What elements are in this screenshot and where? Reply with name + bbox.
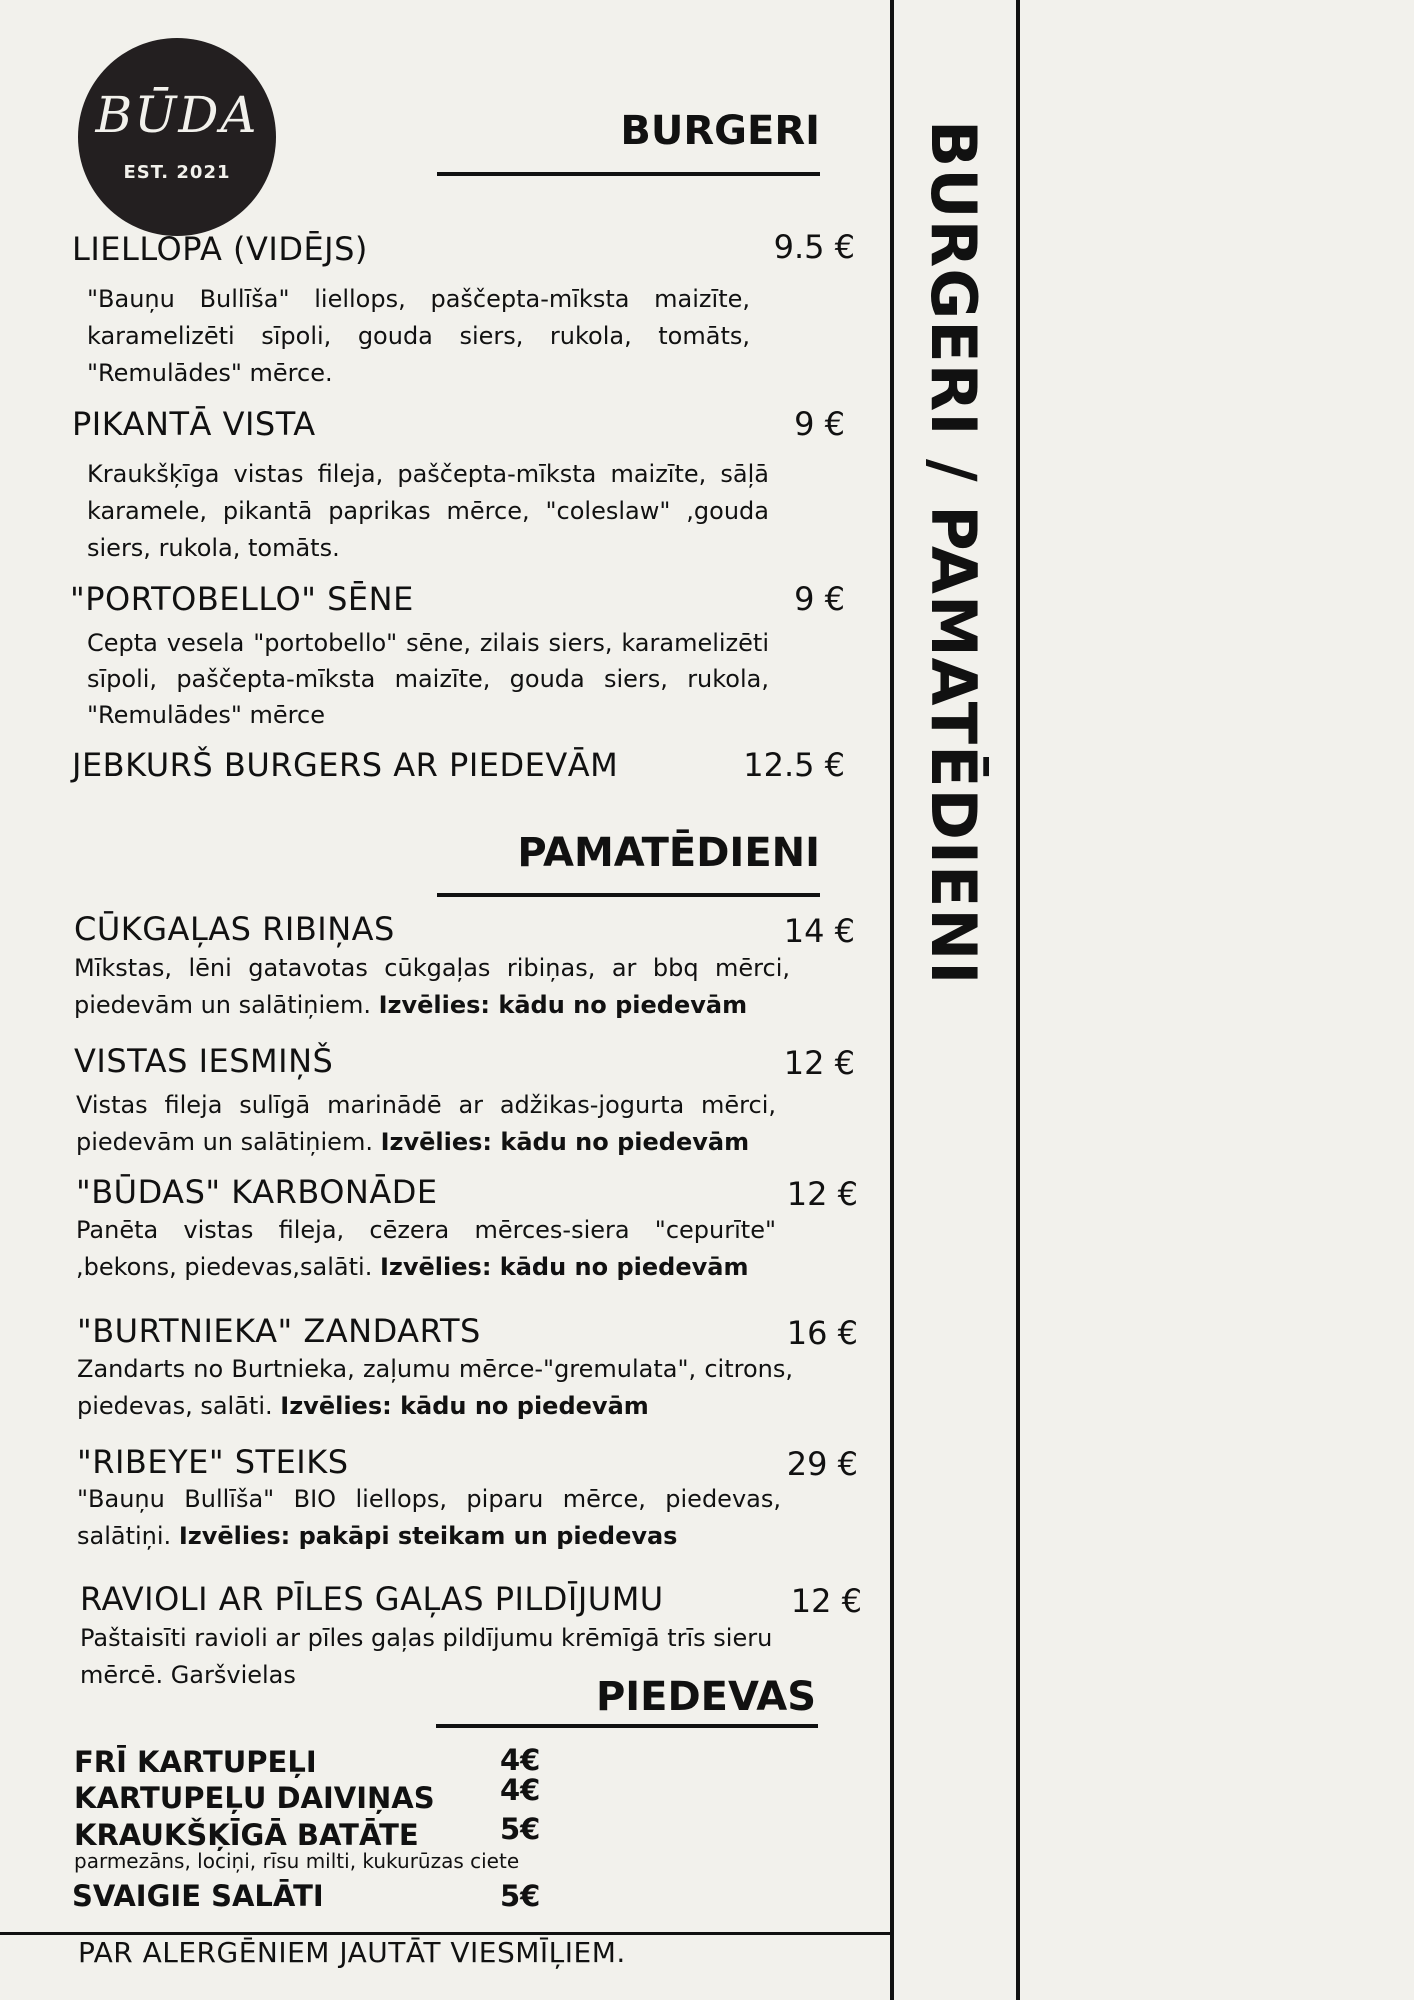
item-name: CŪKGAĻAS RIBIŅAS <box>74 910 395 948</box>
item-price: 9.5 € <box>773 228 855 266</box>
item-description-text: Vistas fileja sulīgā marinādē ar adžikas-jogurta mērci, piedevām un salātiņiem. <box>76 1091 776 1156</box>
item-description: Cepta vesela "portobello" sēne, zilais siers, karamelizēti sīpoli, paščepta-mīksta maizīte, gouda siers, rukola, "Remulādes" mērce <box>87 629 769 729</box>
section-rule-pamatedieni <box>437 893 820 897</box>
item-description-text: Zandarts no Burtnieka, zaļumu mērce-"gremulata", citrons, piedevas, salāti. <box>77 1355 793 1420</box>
side-item-price: 4€ <box>500 1743 541 1777</box>
vertical-title: BURGERI / PAMATĒDIENI <box>917 120 990 986</box>
side-item-name: KARTUPEĻU DAIVIŅAS <box>74 1781 435 1815</box>
section-title-pamatedieni: PAMATĒDIENI <box>517 830 820 876</box>
item-name: RAVIOLI AR PĪLES GAĻAS PILDĪJUMU <box>80 1580 664 1618</box>
item-price: 12 € <box>786 1175 858 1213</box>
item-description: Paštaisīti ravioli ar pīles gaļas pildījumu krēmīgā trīs sieru mērcē. Garšvielas <box>80 1624 773 1689</box>
item-price: 12.5 € <box>743 746 845 784</box>
item-description-text: "Bauņu Bullīša" BIO liellops, piparu mērce, piedevas, salātiņi. <box>77 1485 781 1550</box>
item-name: PIKANTĀ VISTA <box>72 405 316 443</box>
item-description <box>76 1212 776 1286</box>
item-description-text: Mīkstas, lēni gatavotas cūkgaļas ribiņas, ar bbq mērci, piedevām un salātiņiem. <box>74 954 790 1019</box>
item-price: 9 € <box>794 580 845 618</box>
item-name: LIELLOPA (VIDĒJS) <box>72 230 368 268</box>
item-price: 16 € <box>786 1314 858 1352</box>
item-choice: Izvēlies: kādu no piedevām <box>378 991 748 1019</box>
section-title-burgeri: BURGERI <box>620 108 820 154</box>
section-rule-burgeri <box>437 172 820 176</box>
section-rule-piedevas <box>436 1724 818 1728</box>
item-price: 9 € <box>794 405 845 443</box>
side-item-price: 5€ <box>500 1879 541 1913</box>
side-item-price: 5€ <box>500 1812 541 1846</box>
footer-rule <box>0 1932 890 1935</box>
item-description <box>77 1351 793 1425</box>
item-price: 12 € <box>783 1044 855 1082</box>
item-name: "PORTOBELLO" SĒNE <box>70 580 414 618</box>
allergen-notice: PAR ALERGĒNIEM JAUTĀT VIESMĪĻIEM. <box>78 1936 626 1969</box>
logo-name: BŪDA <box>95 86 259 144</box>
side-item-note: parmezāns, lociņi, rīsu milti, kukurūzas ciete <box>74 1849 520 1873</box>
item-price: 14 € <box>783 912 855 950</box>
item-name: "BURTNIEKA" ZANDARTS <box>77 1312 481 1350</box>
item-price: 12 € <box>790 1582 862 1620</box>
item-name: JEBKURŠ BURGERS AR PIEDEVĀM <box>72 746 619 784</box>
section-title-piedevas: PIEDEVAS <box>595 1674 816 1720</box>
divider-left <box>890 0 894 2000</box>
side-item-price: 4€ <box>500 1773 541 1807</box>
divider-right <box>1016 0 1020 2000</box>
logo-est: EST. 2021 <box>123 162 231 183</box>
item-choice: Izvēlies: kādu no piedevām <box>280 1392 649 1420</box>
item-name: "BŪDAS" KARBONĀDE <box>76 1173 438 1211</box>
item-choice: Izvēlies: kādu no piedevām <box>380 1128 750 1156</box>
item-choice: Izvēlies: kādu no piedevām <box>379 1253 749 1281</box>
item-description-text: Panēta vistas fileja, cēzera mērces-siera "cepurīte" ,bekons, piedevas,salāti. <box>76 1216 776 1281</box>
item-description: Kraukšķīga vistas fileja, paščepta-mīksta maizīte, sāļā karamele, pikantā paprikas mērce, "coleslaw" ,gouda siers, rukola, tomāts. <box>87 460 769 562</box>
item-price: 29 € <box>786 1445 858 1483</box>
side-item-name: SVAIGIE SALĀTI <box>72 1879 324 1913</box>
side-item-name: KRAUKŠĶĪGĀ BATĀTE <box>74 1818 419 1852</box>
item-description <box>74 950 790 1024</box>
item-description <box>76 1087 776 1161</box>
logo <box>78 38 276 236</box>
item-description <box>77 1481 781 1555</box>
item-description: "Bauņu Bullīša" liellops, paščepta-mīksta maizīte, karamelizēti sīpoli, gouda siers, rukola, tomāts, "Remulādes" mērce. <box>87 285 750 387</box>
item-name: "RIBEYE" STEIKS <box>77 1443 349 1481</box>
side-item-name: FRĪ KARTUPEĻI <box>74 1745 317 1779</box>
item-name: VISTAS IESMIŅŠ <box>74 1042 334 1080</box>
item-choice: Izvēlies: pakāpi steikam un piedevas <box>178 1522 678 1550</box>
